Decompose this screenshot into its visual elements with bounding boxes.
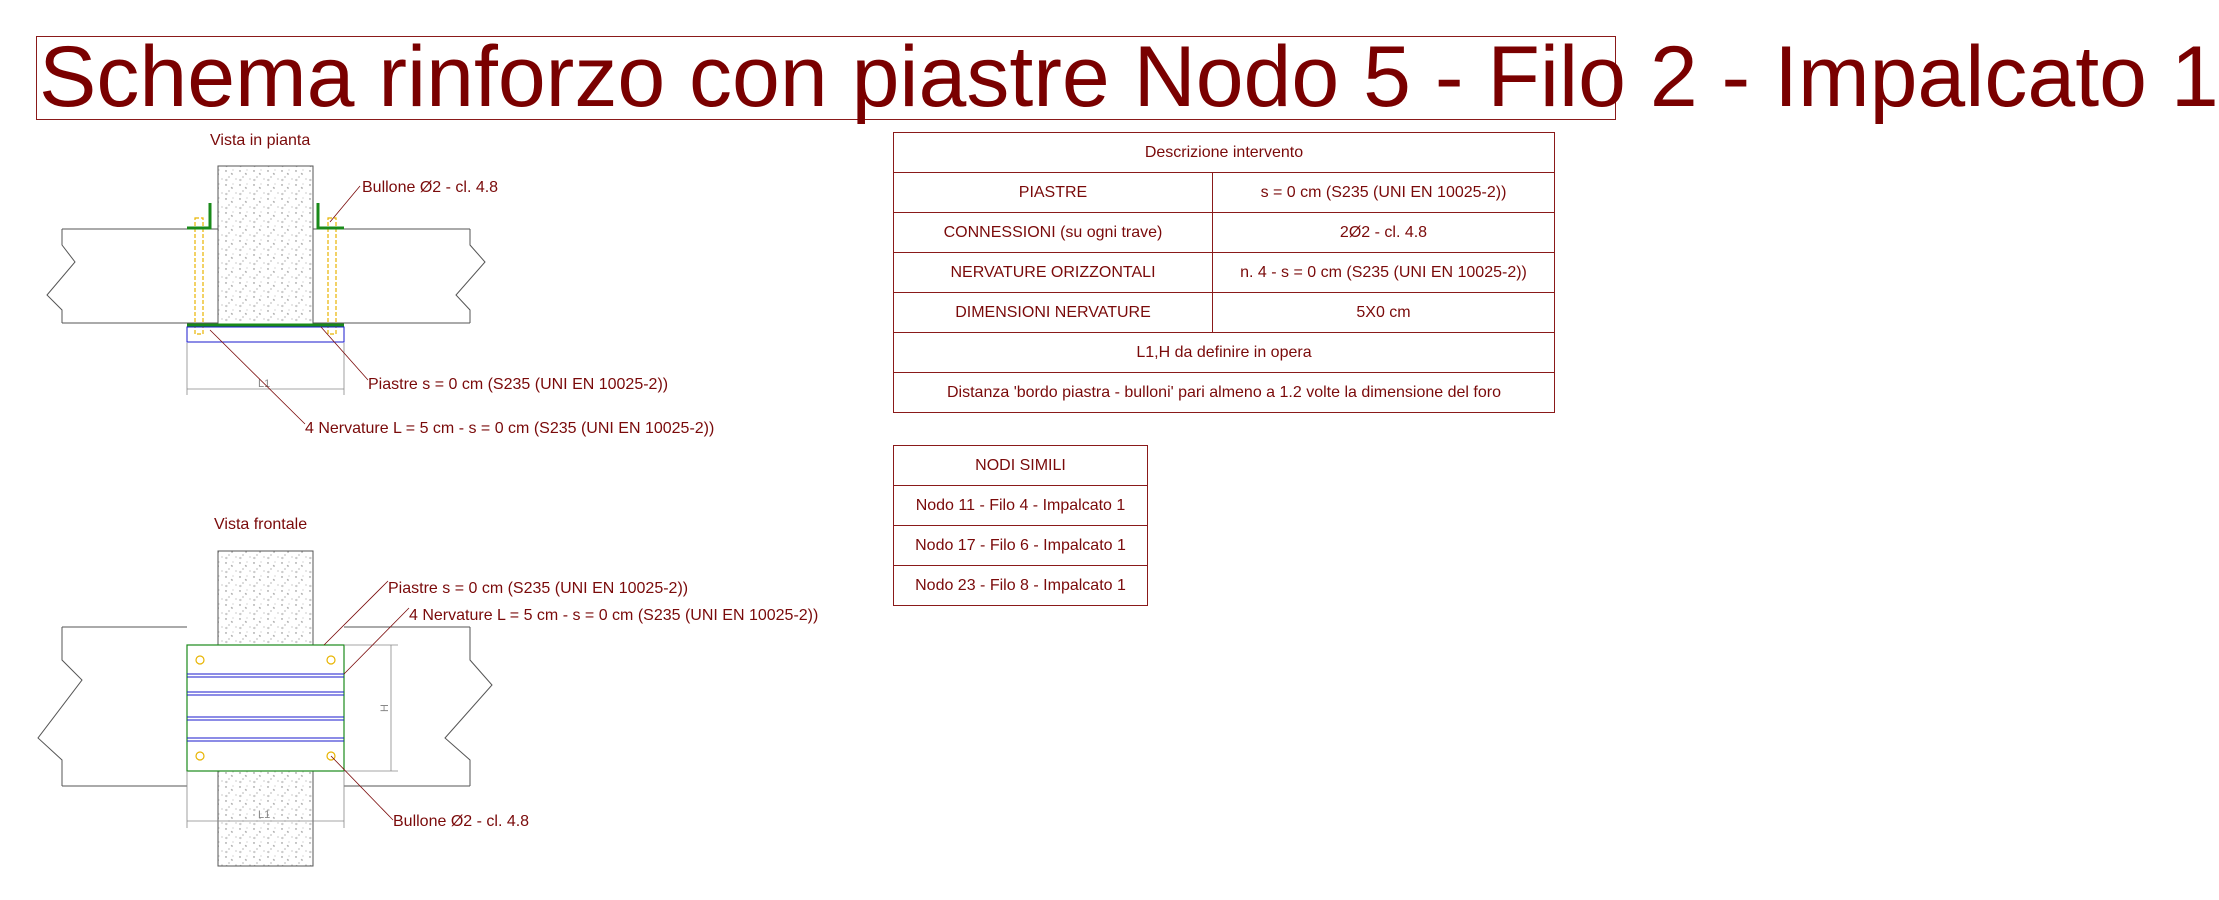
plan-bolt-label: Bullone Ø2 - cl. 4.8 [362, 179, 499, 196]
table-row [894, 173, 1555, 213]
table-row [894, 293, 1555, 333]
table-row [894, 253, 1555, 293]
front-rib-label: 4 Nervature L = 5 cm - s = 0 cm (S235 (UNI EN 10025-2)) [409, 607, 819, 624]
plan-view-caption: Vista in pianta [210, 132, 311, 149]
front-dim-l1-label: L1 [258, 809, 271, 821]
row-value: s = 0 cm (S235 (UNI EN 10025-2)) [1213, 173, 1555, 213]
front-bolt-label: Bullone Ø2 - cl. 4.8 [393, 813, 530, 830]
similar-nodes-table [893, 445, 1148, 606]
list-item: Nodo 11 - Filo 4 - Impalcato 1 [894, 486, 1148, 526]
row-label: DIMENSIONI NERVATURE [894, 293, 1213, 333]
front-view-caption: Vista frontale [214, 516, 308, 533]
description-header: Descrizione intervento [894, 133, 1555, 173]
similar-nodes-header: NODI SIMILI [894, 446, 1148, 486]
front-dim-h-label: H [379, 704, 391, 712]
row-value: n. 4 - s = 0 cm (S235 (UNI EN 10025-2)) [1213, 253, 1555, 293]
row-value: 2Ø2 - cl. 4.8 [1213, 213, 1555, 253]
front-plate-label: Piastre s = 0 cm (S235 (UNI EN 10025-2)) [388, 580, 689, 597]
row-label: CONNESSIONI (su ogni trave) [894, 213, 1213, 253]
plan-column [218, 166, 313, 324]
row-value: 5X0 cm [1213, 293, 1555, 333]
list-item: Nodo 17 - Filo 6 - Impalcato 1 [894, 526, 1148, 566]
row-label: NERVATURE ORIZZONTALI [894, 253, 1213, 293]
front-view [38, 516, 818, 866]
front-plate [187, 645, 344, 771]
plan-rib [187, 327, 344, 342]
plan-view [47, 132, 714, 437]
plan-dim-l1-label: L1 [258, 378, 271, 390]
note-bolt-distance: Distanza 'bordo piastra - bulloni' pari almeno a 1.2 volte la dimensione del foro [894, 373, 1555, 413]
note-dimensions: L1,H da definire in opera [894, 333, 1555, 373]
plan-plate-label: Piastre s = 0 cm (S235 (UNI EN 10025-2)) [368, 376, 669, 393]
intervention-description-table [893, 132, 1555, 413]
table-row [894, 213, 1555, 253]
front-column-top [218, 551, 313, 646]
list-item: Nodo 23 - Filo 8 - Impalcato 1 [894, 566, 1148, 606]
row-label: PIASTRE [894, 173, 1213, 213]
plan-rib-label: 4 Nervature L = 5 cm - s = 0 cm (S235 (UNI EN 10025-2)) [305, 420, 715, 437]
drawing-title: Schema rinforzo con piastre Nodo 5 - Filo 2 - Impalcato 1 [39, 29, 2219, 125]
